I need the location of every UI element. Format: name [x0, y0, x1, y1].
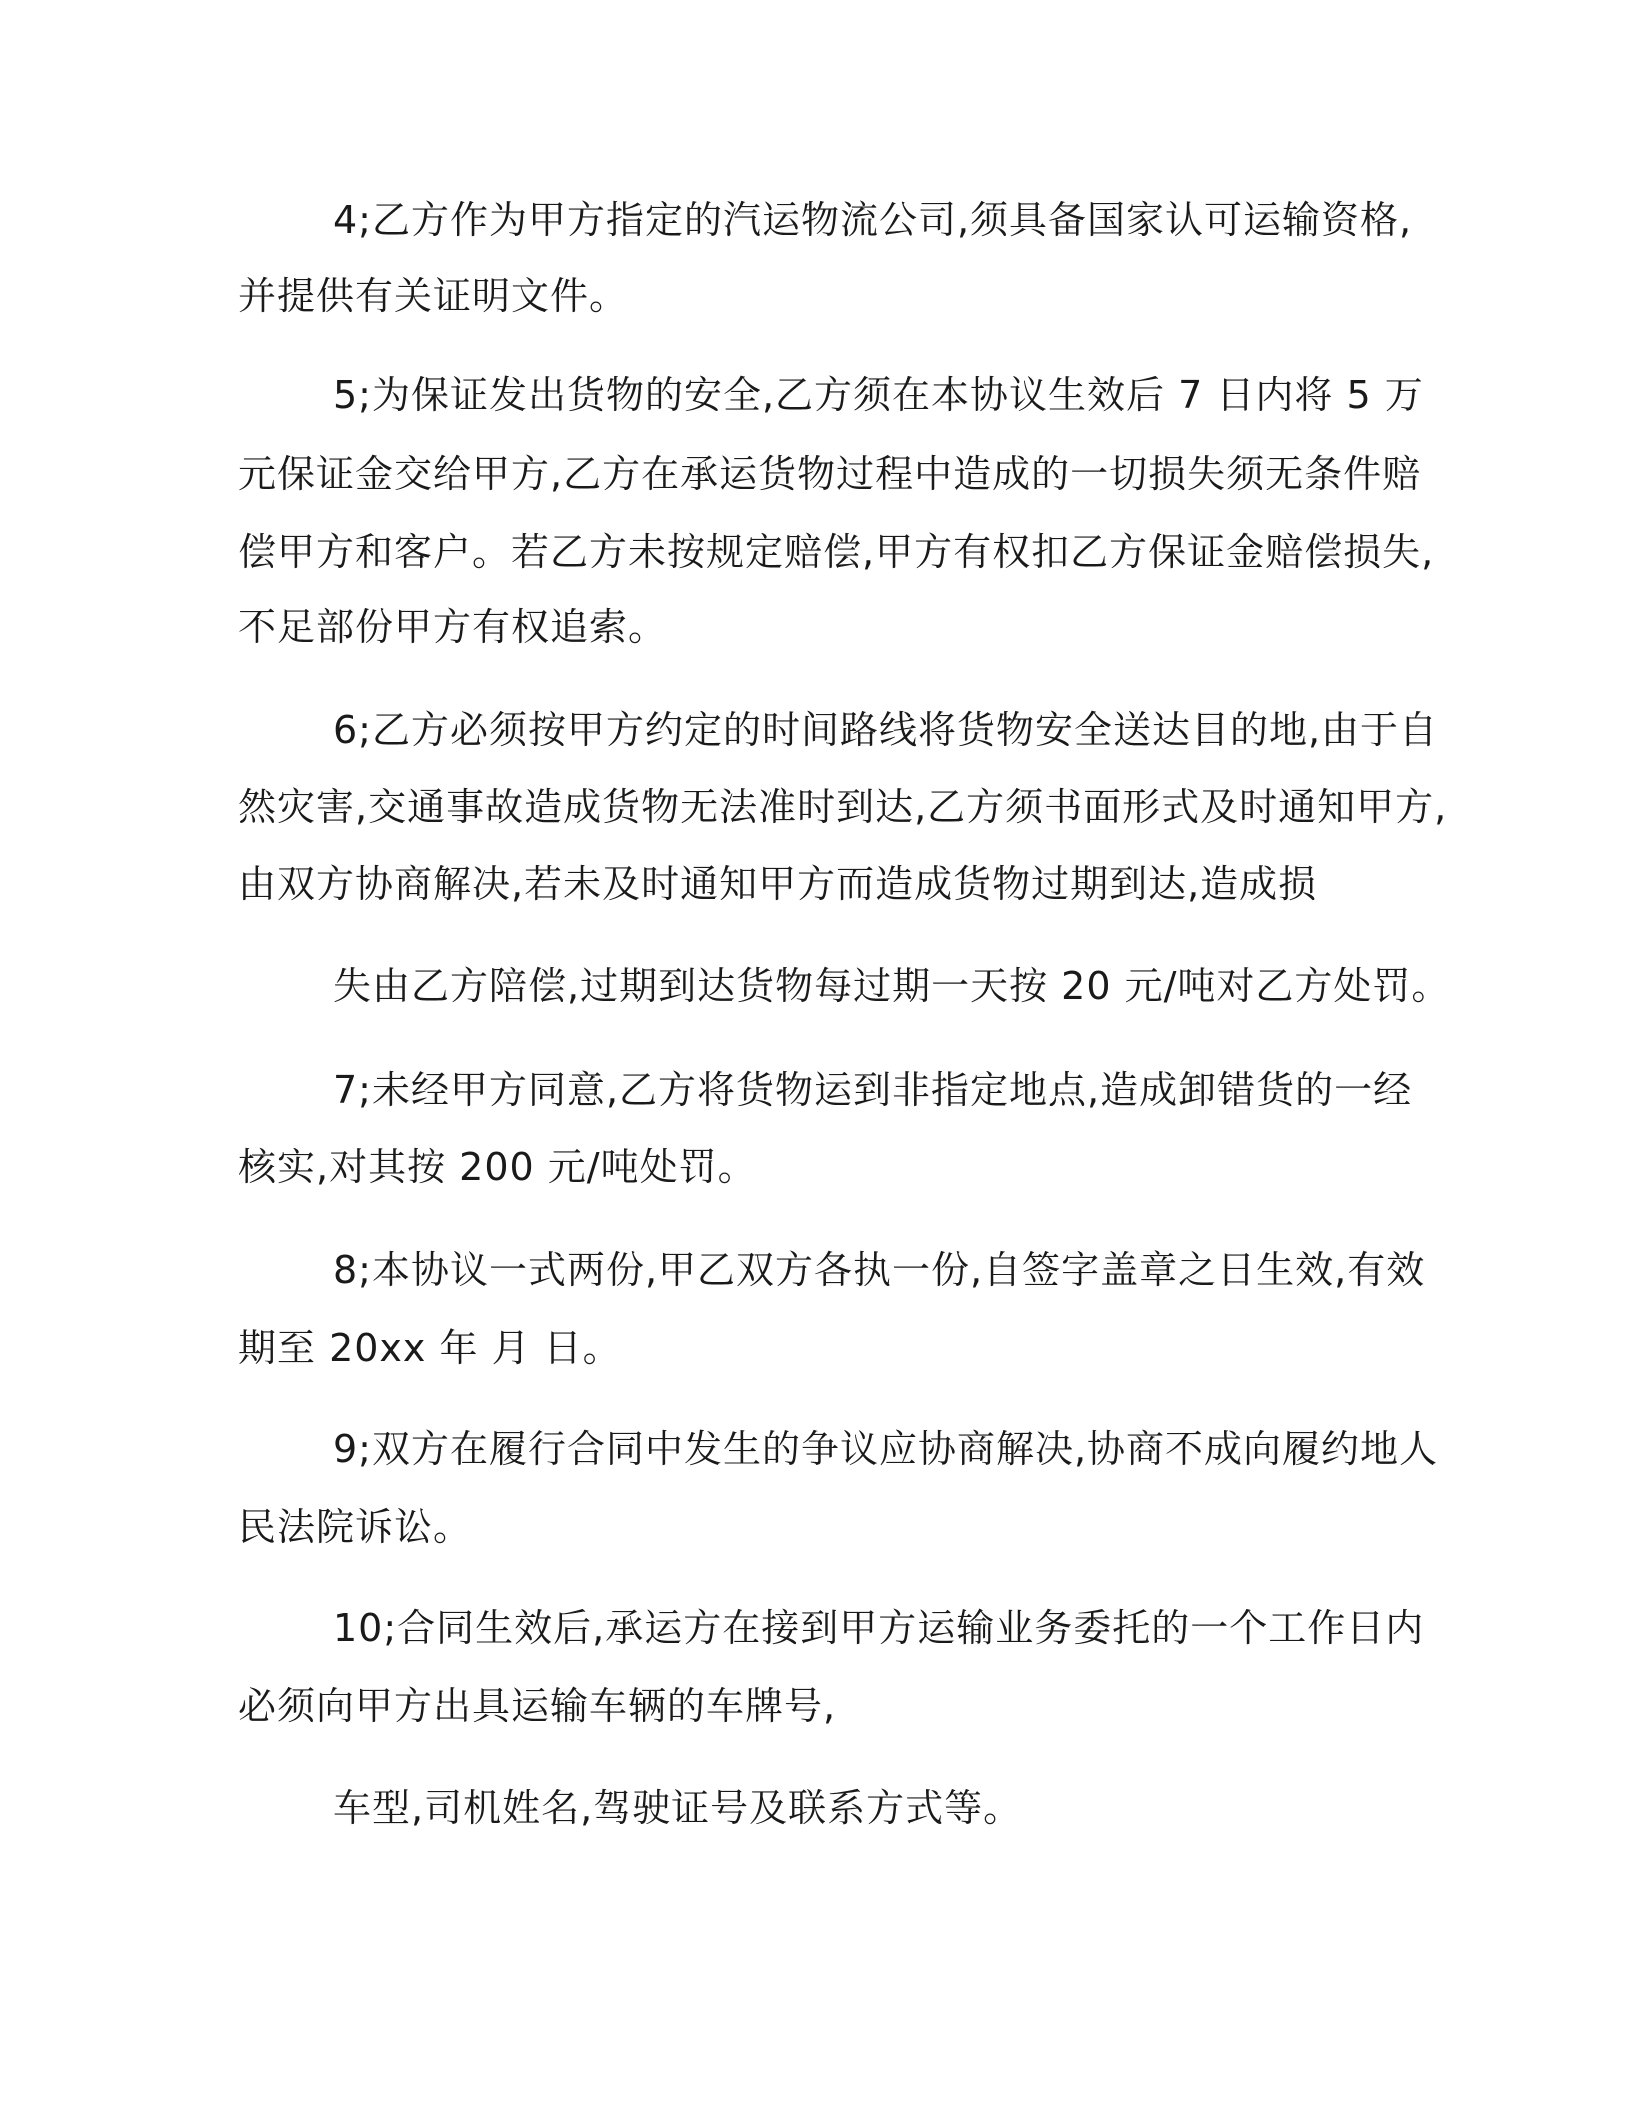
clause-10-line-2: 必须向甲方出具运输车辆的车牌号, — [238, 1684, 837, 1728]
clause-10-continuation: 车型,司机姓名,驾驶证号及联系方式等。 — [333, 1786, 1023, 1830]
clause-7-line-1: 7;未经甲方同意,乙方将货物运到非指定地点,造成卸错货的一经 — [333, 1068, 1413, 1112]
clause-5-line-2: 元保证金交给甲方,乙方在承运货物过程中造成的一切损失须无条件赔 — [238, 452, 1422, 496]
clause-6-line-3: 由双方协商解决,若未及时通知甲方而造成货物过期到达,造成损 — [238, 862, 1318, 906]
clause-5-line-1: 5;为保证发出货物的安全,乙方须在本协议生效后 7 日内将 5 万 — [333, 373, 1424, 417]
clause-6-line-2: 然灾害,交通事故造成货物无法准时到达,乙方须书面形式及时通知甲方, — [238, 785, 1448, 829]
clause-9-line-1: 9;双方在履行合同中发生的争议应协商解决,协商不成向履约地人 — [333, 1427, 1439, 1471]
clause-10-line-1: 10;合同生效后,承运方在接到甲方运输业务委托的一个工作日内 — [333, 1606, 1425, 1650]
clause-5-line-3: 偿甲方和客户。若乙方未按规定赔偿,甲方有权扣乙方保证金赔偿损失, — [238, 530, 1435, 574]
clause-4-line-2: 并提供有关证明文件。 — [238, 274, 629, 318]
clause-6-continuation: 失由乙方陪偿,过期到达货物每过期一天按 20 元/吨对乙方处罚。 — [333, 964, 1451, 1008]
clause-7-line-2: 核实,对其按 200 元/吨处罚。 — [238, 1145, 757, 1189]
clause-8-line-2: 期至 20xx 年 月 日。 — [238, 1326, 622, 1370]
clause-8-line-1: 8;本协议一式两份,甲乙双方各执一份,自签字盖章之日生效,有效 — [333, 1248, 1426, 1292]
clause-9-line-2: 民法院诉讼。 — [238, 1505, 473, 1549]
clause-4-line-1: 4;乙方作为甲方指定的汽运物流公司,须具备国家认可运输资格, — [333, 198, 1413, 242]
clause-5-line-4: 不足部份甲方有权追索。 — [238, 605, 668, 649]
clause-6-line-1: 6;乙方必须按甲方约定的时间路线将货物安全送达目的地,由于自 — [333, 708, 1439, 752]
